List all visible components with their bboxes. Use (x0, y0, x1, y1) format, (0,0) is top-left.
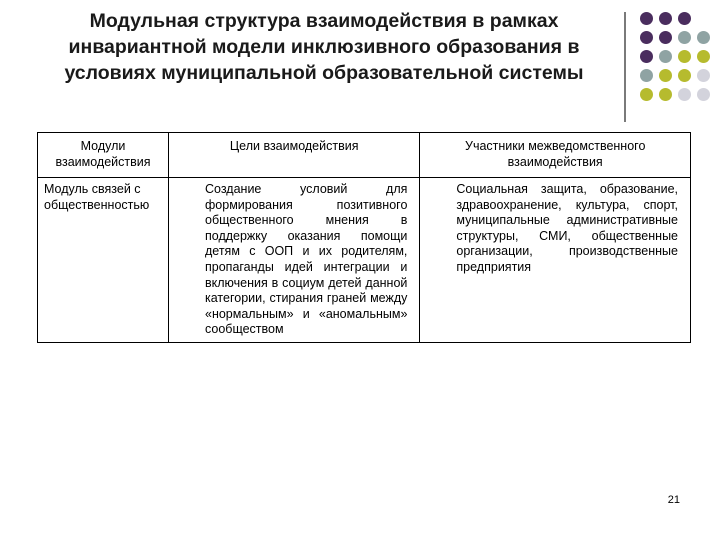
dot-icon (678, 12, 691, 25)
dot-icon (659, 88, 672, 101)
dot-icon (678, 69, 691, 82)
cell-participants: Социальная защита, образование, здравоохранение, культура, спорт, муниципальные административные структуры, СМИ, общественные организации, производственные предприятия (420, 178, 691, 343)
divider-line (624, 12, 626, 122)
cell-goal: Создание условий для формирования позитивного общественного мнения в поддержку оказания помощи детям с ООП и их родителям, пропаганды идей интеграции и включения в социум детей данной категории, стирания граней между «нормальным» и «аномальным» сообществом (169, 178, 420, 343)
header-participants: Участники межведомственного взаимодействия (420, 133, 691, 178)
header-modules: Модули взаимодействия (38, 133, 169, 178)
dot-icon (678, 31, 691, 44)
dot-icon (659, 31, 672, 44)
table-header-row (38, 133, 691, 178)
dot-icon (697, 50, 710, 63)
dot-icon (640, 12, 653, 25)
interaction-table (37, 132, 691, 343)
decorative-dots (636, 12, 716, 112)
dot-icon (640, 88, 653, 101)
page-number: 21 (667, 494, 680, 506)
dot-icon (659, 12, 672, 25)
dot-icon (640, 31, 653, 44)
header-goals: Цели взаимодействия (169, 133, 420, 178)
dot-icon (697, 88, 710, 101)
slide-title: Модульная структура взаимодействия в рамках инвариантной модели инклюзивного образования в условиях муниципальной образовательной системы (64, 10, 584, 84)
dot-icon (697, 31, 710, 44)
dot-icon (640, 50, 653, 63)
cell-module: Модуль связей с общественностью (38, 178, 169, 343)
dot-icon (678, 88, 691, 101)
dot-icon (659, 50, 672, 63)
table-row (38, 178, 691, 343)
dot-icon (697, 69, 710, 82)
dot-icon (659, 69, 672, 82)
dot-icon (640, 69, 653, 82)
dot-icon (678, 50, 691, 63)
